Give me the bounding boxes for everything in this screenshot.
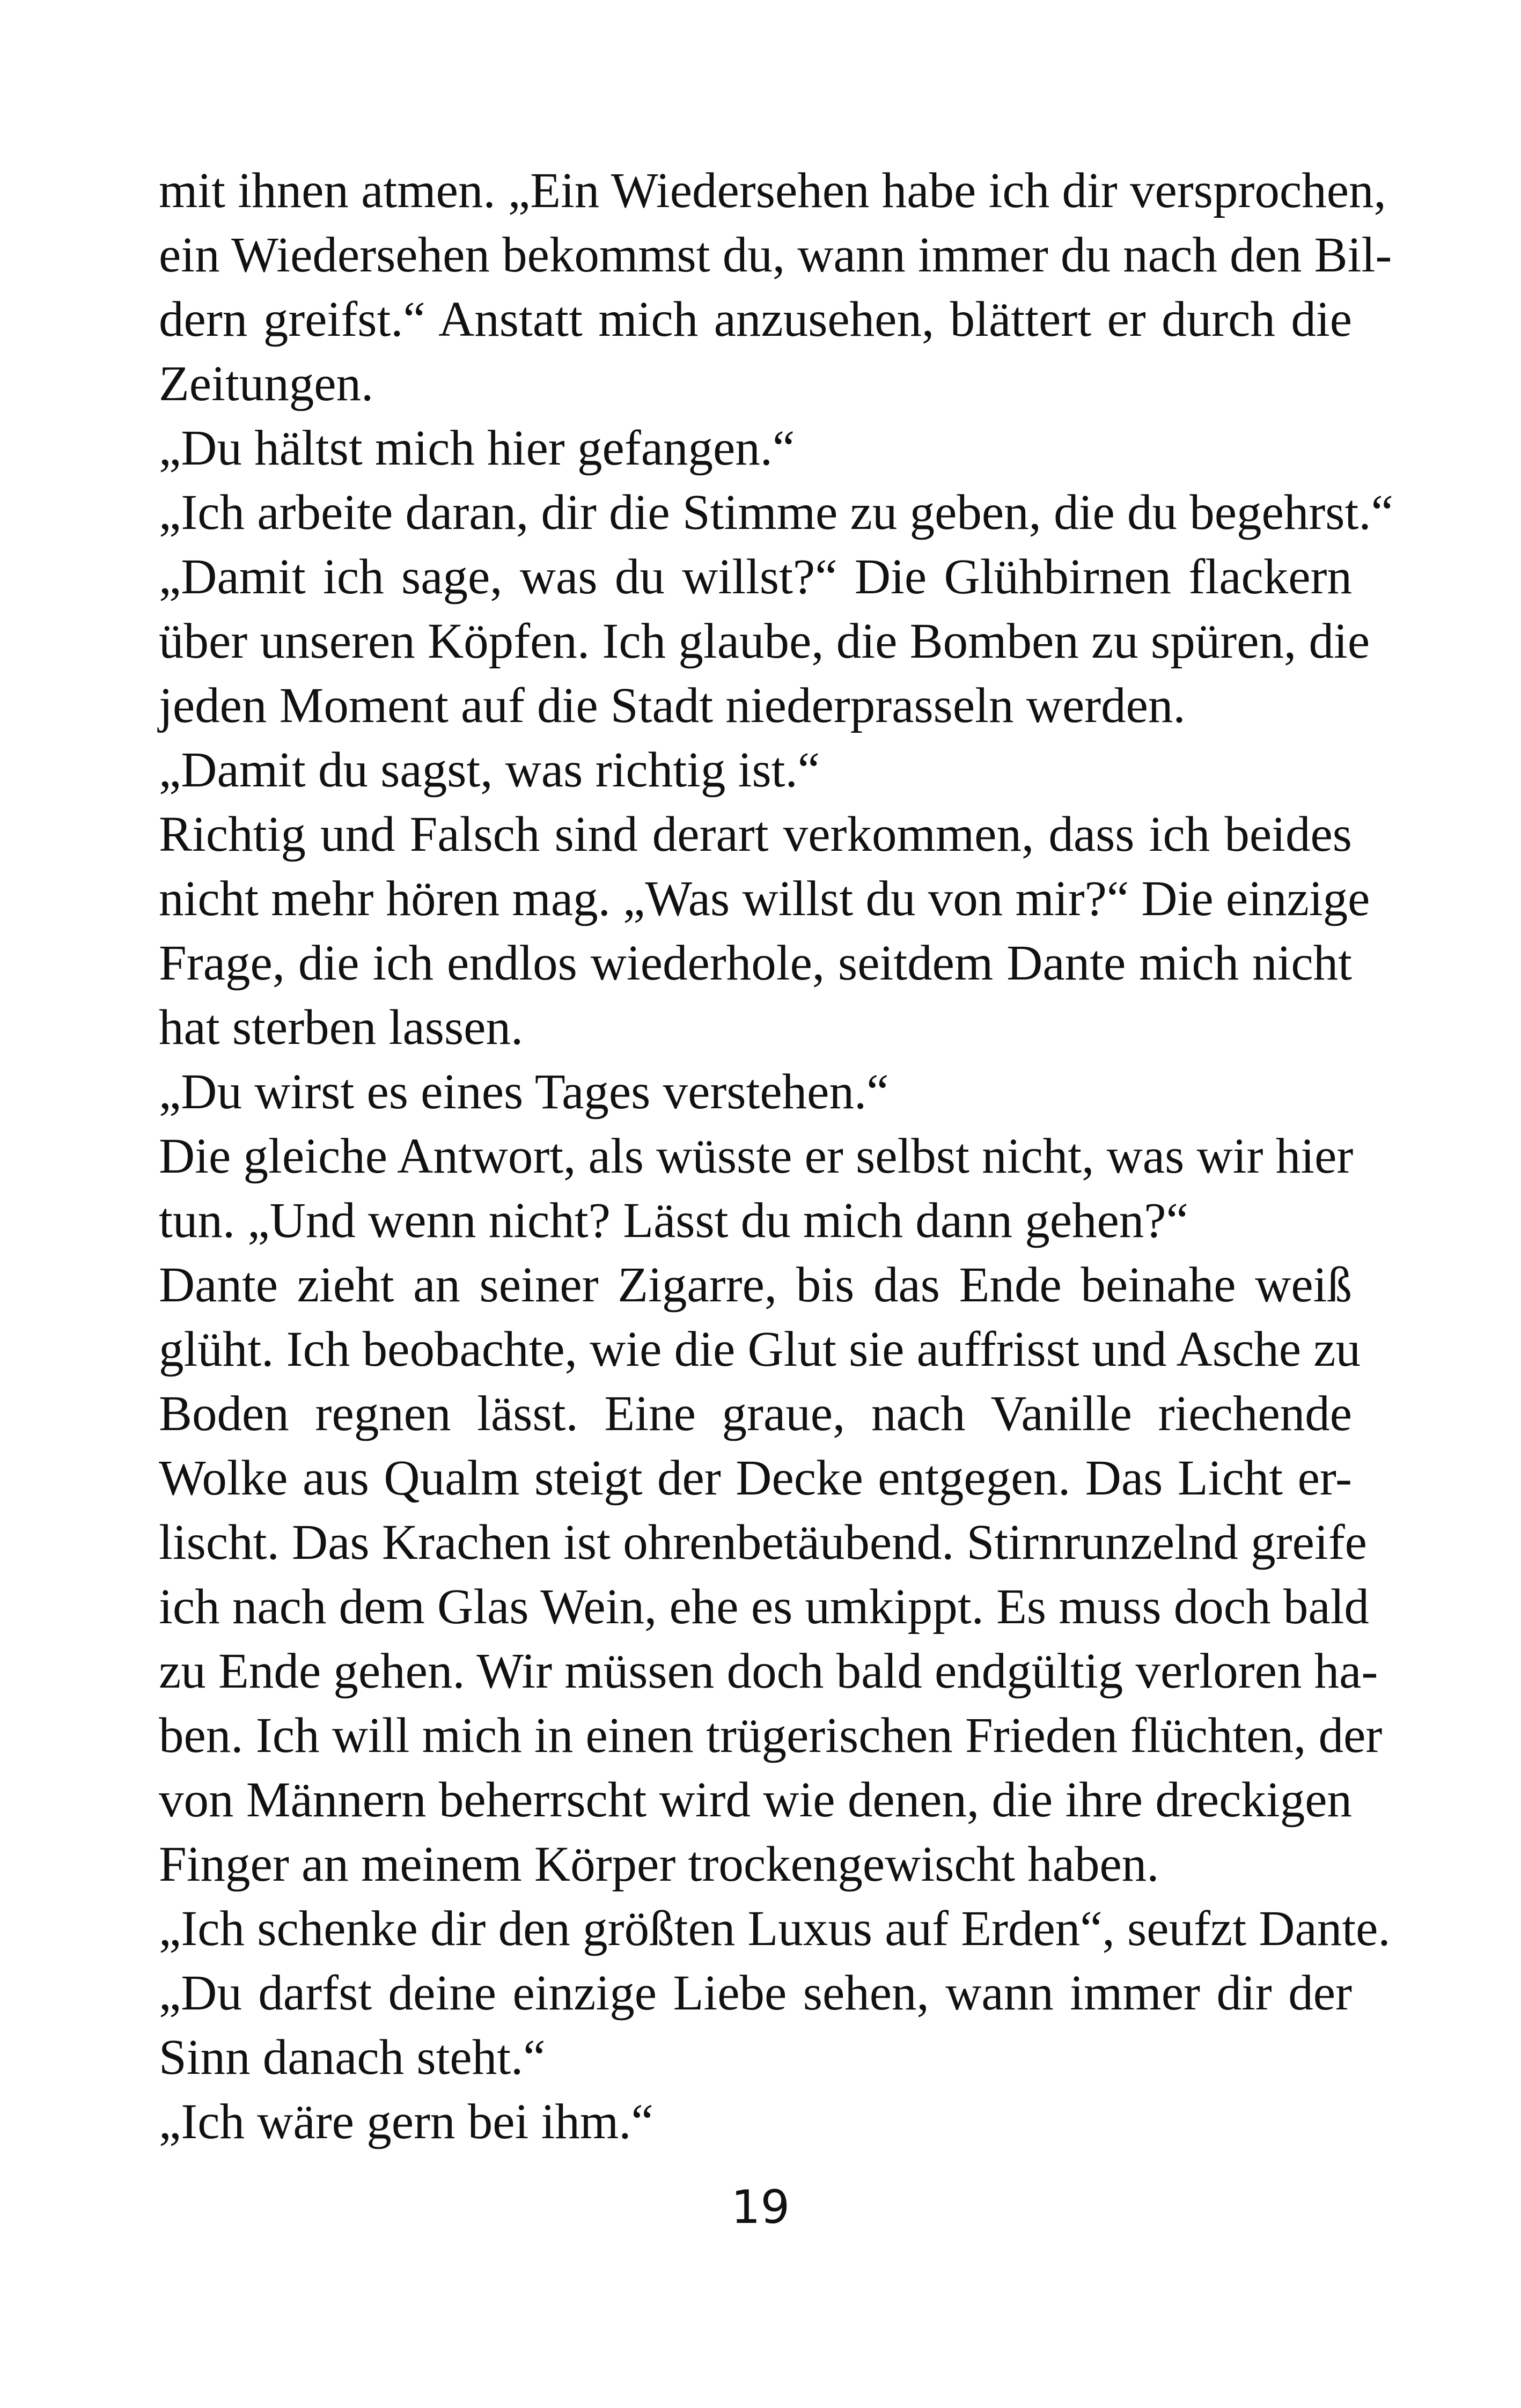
text-line: tun. „Und wenn nicht? Lässt du mich dann gehen?“: [159, 1193, 1188, 1248]
text-line: ein Wiedersehen bekommst du, wann immer du nach den Bil-: [159, 227, 1392, 283]
text-line: ich nach dem Glas Wein, ehe es umkippt. Es muss doch bald: [159, 1579, 1369, 1634]
text-line: Dante zieht an seiner Zigarre, bis das Ende beinahe weiß: [159, 1257, 1352, 1313]
text-line: dern greifst.“ Anstatt mich anzusehen, blättert er durch die: [159, 292, 1352, 347]
text-line: nicht mehr hören mag. „Was willst du von mir?“ Die einzige: [159, 871, 1370, 926]
text-line: Richtig und Falsch sind derart verkommen, dass ich beides: [159, 807, 1352, 862]
text-line: Finger an meinem Körper trockengewischt haben.: [159, 1837, 1159, 1892]
text-line: ben. Ich will mich in einen trügerischen Frieden flüchten, der: [159, 1708, 1383, 1763]
text-line: „Du darfst deine einzige Liebe sehen, wann immer dir der: [159, 1965, 1352, 2021]
text-line: „Du hältst mich hier gefangen.“: [159, 421, 795, 476]
text-line: Zeitungen.: [159, 356, 374, 411]
text-line: mit ihnen atmen. „Ein Wiedersehen habe ich dir versprochen,: [159, 163, 1386, 218]
page-number: 19: [731, 2181, 790, 2234]
text-line: Sinn danach steht.“: [159, 2030, 546, 2085]
text-line: hat sterben lassen.: [159, 1000, 524, 1055]
text-line: glüht. Ich beobachte, wie die Glut sie auffrisst und Asche zu: [159, 1322, 1361, 1377]
text-line: Wolke aus Qualm steigt der Decke entgegen. Das Licht er-: [159, 1450, 1352, 1506]
text-line: Boden regnen lässt. Eine graue, nach Vanille riechende: [159, 1386, 1352, 1441]
text-line: Die gleiche Antwort, als wüsste er selbst nicht, was wir hier: [159, 1129, 1354, 1184]
text-line: „Ich schenke dir den größten Luxus auf Erden“, seufzt Dante.: [159, 1901, 1391, 1956]
text-line: über unseren Köpfen. Ich glaube, die Bomben zu spüren, die: [159, 614, 1370, 669]
text-line: „Ich arbeite daran, dir die Stimme zu geben, die du begehrst.“: [159, 485, 1393, 540]
text-line: „Damit du sagst, was richtig ist.“: [159, 742, 820, 798]
text-line: Frage, die ich endlos wiederhole, seitdem Dante mich nicht: [159, 936, 1352, 991]
text-line: zu Ende gehen. Wir müssen doch bald endgültig verloren ha-: [159, 1644, 1378, 1699]
body-text: [159, 159, 1393, 2154]
text-line: „Damit ich sage, was du willst?“ Die Glühbirnen flackern: [159, 549, 1352, 605]
text-line: lischt. Das Krachen ist ohrenbetäubend. Stirnrunzelnd greife: [159, 1515, 1367, 1570]
text-line: „Ich wäre gern bei ihm.“: [159, 2094, 653, 2149]
text-line: jeden Moment auf die Stadt niederprasseln werden.: [159, 678, 1186, 733]
text-line: „Du wirst es eines Tages verstehen.“: [159, 1064, 889, 1120]
text-line: von Männern beherrscht wird wie denen, die ihre dreckigen: [159, 1772, 1352, 1828]
